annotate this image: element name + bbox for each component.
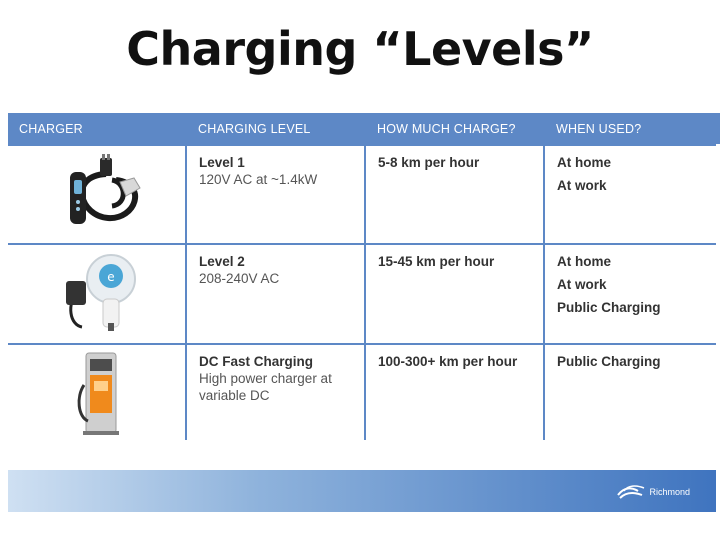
dc-fast-charger-station-icon xyxy=(8,345,185,442)
level2-when-item: At home xyxy=(557,254,611,269)
level2-charge-cell xyxy=(366,245,543,343)
level2-when-item: At work xyxy=(557,277,607,292)
level2-name: Level 2 xyxy=(199,254,245,269)
level2-cell xyxy=(187,245,364,343)
level2-charge-rate: 15-45 km per hour xyxy=(378,254,495,269)
dc-fast-cell xyxy=(187,345,364,442)
header-when-used: WHEN USED? xyxy=(545,113,720,144)
level1-when-item: At home xyxy=(557,155,611,170)
header-charging-level: CHARGING LEVEL xyxy=(187,113,364,144)
page-title: Charging “Levels” xyxy=(126,22,594,76)
level1-when-item: At work xyxy=(557,178,607,193)
level2-when-cell xyxy=(545,245,720,343)
level2-when-item: Public Charging xyxy=(557,300,661,315)
charger-image-level2 xyxy=(8,245,185,343)
level1-charge-rate: 5-8 km per hour xyxy=(378,155,480,170)
level1-name: Level 1 xyxy=(199,155,245,170)
footer-bar xyxy=(8,470,716,512)
charging-levels-table xyxy=(8,113,716,440)
dc-fast-charge-cell xyxy=(366,345,543,442)
richmond-logo xyxy=(616,481,690,503)
level1-when-cell xyxy=(545,146,720,243)
header-how-much-charge: HOW MUCH CHARGE? xyxy=(366,113,543,144)
level1-detail: 120V AC at ~1.4kW xyxy=(199,172,318,187)
logo-text: Richmond xyxy=(649,487,690,497)
dc-fast-name: DC Fast Charging xyxy=(199,354,314,369)
header-charger: CHARGER xyxy=(8,113,185,144)
charger-image-dc-fast xyxy=(8,345,185,442)
dc-fast-when-item: Public Charging xyxy=(557,354,661,369)
dc-fast-charge-rate: 100-300+ km per hour xyxy=(378,354,518,369)
wall-mounted-level2-charger-icon xyxy=(8,245,185,343)
portable-level1-charger-icon xyxy=(8,146,185,243)
dc-fast-detail: High power charger at variable DC xyxy=(199,371,332,403)
level1-cell xyxy=(187,146,364,243)
svg-text:e: e xyxy=(107,270,115,284)
level2-detail: 208-240V AC xyxy=(199,271,280,286)
charger-image-level1 xyxy=(8,146,185,243)
dc-fast-when-cell xyxy=(545,345,720,442)
level1-charge-cell xyxy=(366,146,543,243)
richmond-wave-logo-icon xyxy=(616,483,646,501)
